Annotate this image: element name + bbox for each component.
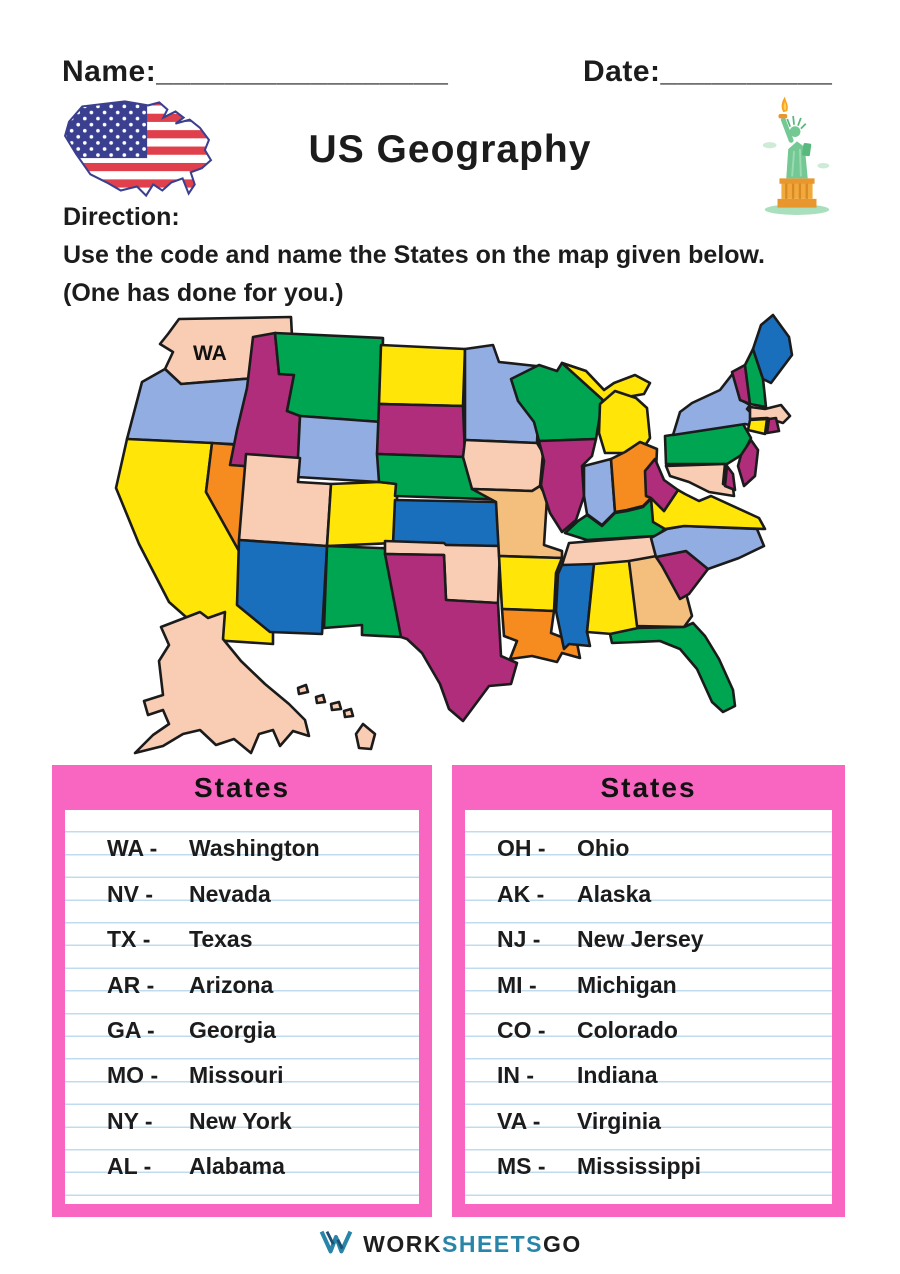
state-ms — [556, 564, 594, 649]
state-name: Mississippi — [577, 1153, 701, 1180]
table-row — [465, 824, 832, 869]
state-sd — [377, 404, 465, 457]
direction-text: Use the code and name the States on the map given below. — [63, 241, 766, 269]
table-row — [465, 1051, 832, 1096]
state-code: AK - — [497, 880, 545, 907]
worksheetsgo-logo-icon — [318, 1228, 354, 1260]
table-row — [65, 1006, 419, 1051]
state-code: OH - — [497, 835, 546, 862]
state-name: New York — [189, 1107, 292, 1134]
state-hi — [316, 695, 325, 703]
state-name: Texas — [189, 926, 253, 953]
us-map — [113, 312, 805, 758]
date-label: Date: — [583, 55, 661, 88]
state-name: Nevada — [189, 880, 271, 907]
state-code: MO - — [107, 1062, 159, 1089]
table-row — [465, 869, 832, 914]
state-ia — [463, 440, 543, 491]
state-name: Virginia — [577, 1107, 661, 1134]
state-code: CO - — [497, 1016, 546, 1043]
state-nd — [379, 345, 465, 406]
state-name: New Jersey — [577, 926, 704, 953]
direction-heading: Direction: — [63, 203, 180, 231]
table-row — [65, 1096, 419, 1141]
name-blank-line: _________________ — [156, 55, 449, 88]
name-field — [62, 55, 448, 89]
date-blank-line: __________ — [660, 55, 833, 88]
state-name: Arizona — [189, 971, 274, 998]
name-label: Name: — [62, 55, 157, 88]
state-code: MI - — [497, 971, 537, 998]
state-co — [327, 482, 398, 546]
state-ar — [499, 556, 562, 611]
direction-block — [63, 198, 765, 312]
states-table-right — [452, 765, 845, 1217]
state-code: NJ - — [497, 926, 541, 953]
table-row — [65, 960, 419, 1005]
state-code: NY - — [107, 1107, 153, 1134]
state-ri — [767, 418, 779, 433]
table-body — [465, 810, 832, 1204]
table-row — [465, 960, 832, 1005]
state-code: AL - — [107, 1153, 152, 1180]
brand-text — [363, 1231, 582, 1258]
table-header: States — [600, 772, 697, 803]
table-row — [465, 1096, 832, 1141]
brand-word-work: WORK — [363, 1230, 442, 1257]
table-row — [65, 1142, 419, 1187]
table-row — [65, 824, 419, 869]
table-header: States — [193, 772, 291, 803]
wa-example-label: WA — [193, 342, 227, 365]
state-hi — [331, 702, 341, 710]
states-table-left — [52, 765, 432, 1217]
state-code: MS - — [497, 1153, 546, 1180]
table-row — [465, 1142, 832, 1187]
state-name: Ohio — [577, 835, 630, 862]
brand-word-go: GO — [543, 1230, 582, 1257]
state-code: TX - — [107, 926, 151, 953]
table-row — [65, 915, 419, 960]
state-name: Alaska — [577, 880, 652, 907]
state-name: Missouri — [189, 1062, 284, 1089]
state-hi — [298, 685, 308, 694]
state-code: VA - — [497, 1107, 541, 1134]
state-name: Michigan — [577, 971, 677, 998]
state-wy — [297, 416, 381, 482]
table-row — [465, 915, 832, 960]
state-de — [725, 466, 735, 490]
state-ks — [393, 500, 500, 546]
state-hi — [344, 709, 353, 717]
worksheetsgo-brand — [0, 1228, 900, 1260]
state-name: Colorado — [577, 1016, 678, 1043]
state-code: IN - — [497, 1062, 535, 1089]
statue-of-liberty-icon — [758, 90, 836, 223]
state-name: Georgia — [189, 1016, 276, 1043]
state-name: Indiana — [577, 1062, 658, 1089]
state-code: WA - — [107, 835, 158, 862]
state-ct — [748, 419, 767, 434]
page-title: US Geography — [308, 128, 592, 171]
state-code: GA - — [107, 1016, 155, 1043]
table-row — [465, 1006, 832, 1051]
brand-word-sheets: SHEETS — [442, 1230, 544, 1257]
state-hi — [356, 724, 375, 749]
direction-note: (One has done for you.) — [63, 279, 344, 307]
table-row — [65, 1051, 419, 1096]
table-body — [65, 810, 419, 1204]
state-code: NV - — [107, 880, 153, 907]
state-fl — [610, 623, 735, 712]
table-row — [65, 869, 419, 914]
state-code: AR - — [107, 971, 155, 998]
date-field — [583, 55, 832, 89]
state-name: Alabama — [189, 1153, 285, 1180]
state-name: Washington — [189, 835, 320, 862]
